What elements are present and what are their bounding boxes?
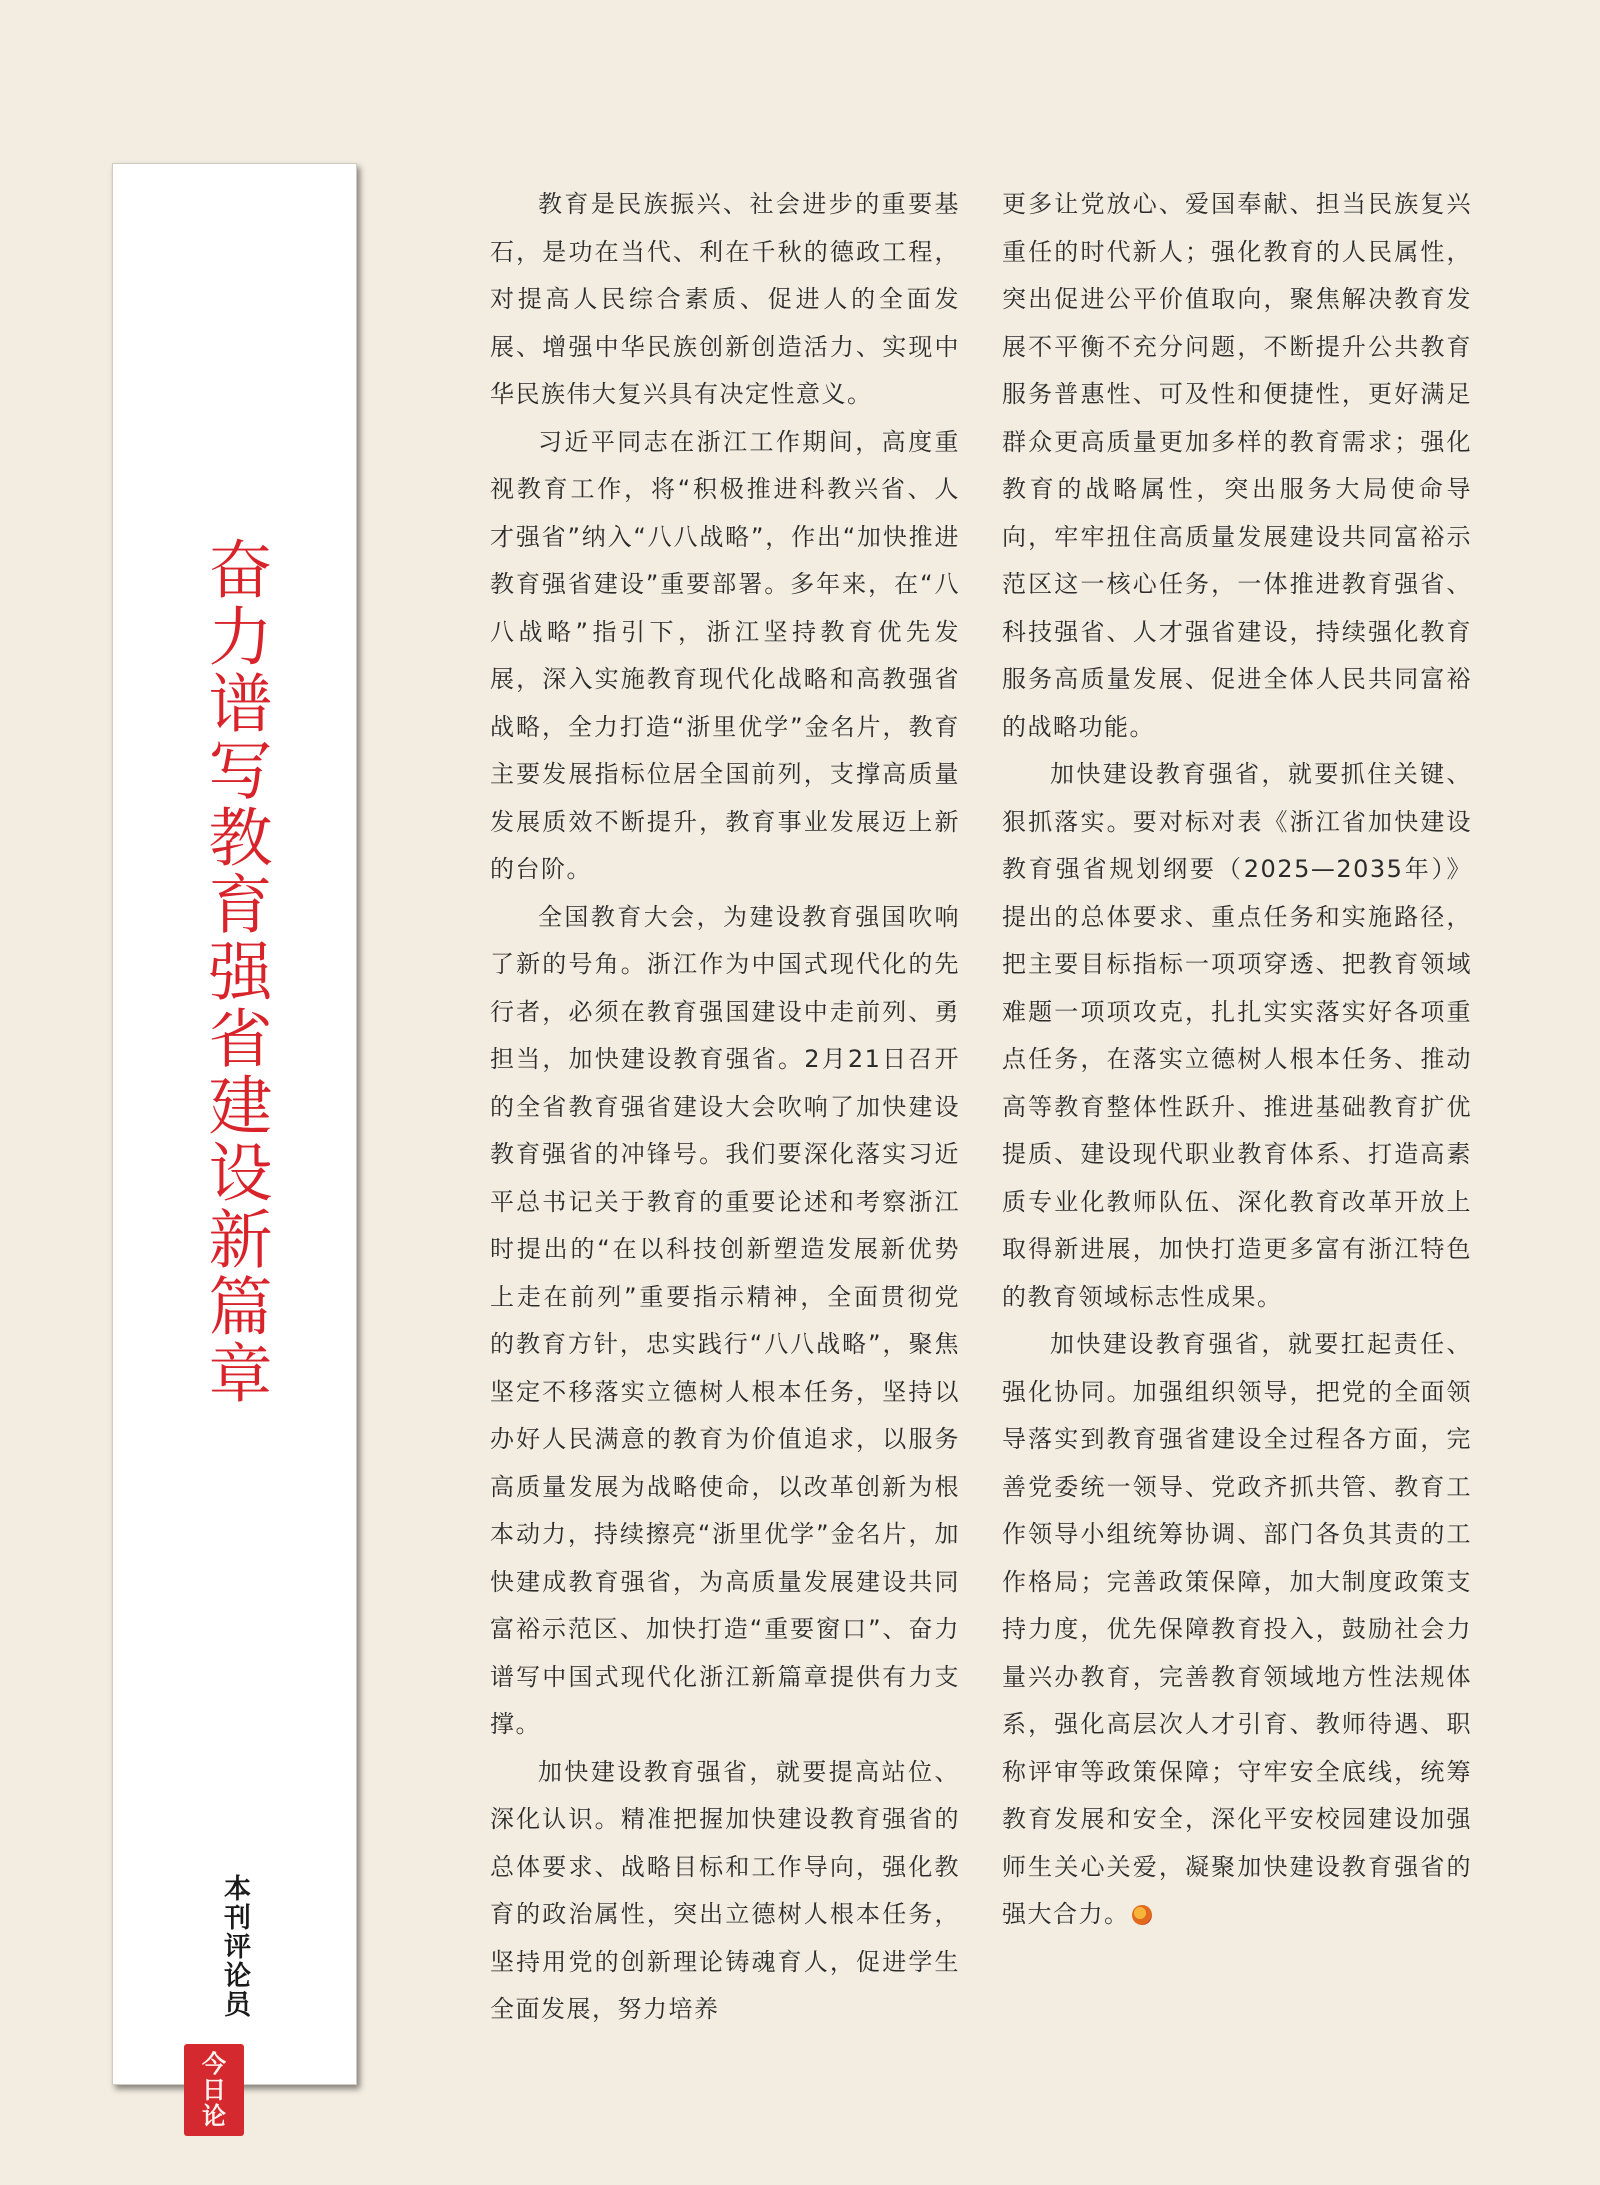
- article-column-left: [490, 181, 960, 2034]
- paragraph-continuation: 更多让党放心、爱国奉献、担当民族复兴重任的时代新人；强化教育的人民属性，突出促进公平价值取向，聚焦解决教育发展不平衡不充分问题，不断提升公共教育服务普惠性、可及性和便捷性，更好满足群众更高质量更加多样的教育需求；强化教育的战略属性，突出服务大局使命导向，牢牢扭住高质量发展建设共同富裕示范区这一核心任务，一体推进教育强省、科技强省、人才强省建设，持续强化教育服务高质量发展、促进全体人民共同富裕的战略功能。: [1002, 190, 1472, 741]
- paragraph: 教育是民族振兴、社会进步的重要基石，是功在当代、利在千秋的德政工程，对提高人民综合素质、促进人的全面发展、增强中华民族创新创造活力、实现中华民族伟大复兴具有决定性意义。: [490, 190, 960, 408]
- paragraph-text: 加快建设教育强省，就要扛起责任、强化协同。加强组织领导，把党的全面领导落实到教育强省建设全过程各方面，完善党委统一领导、党政齐抓共管、教育工作领导小组统筹协调、部门各负其责的工作格局；完善政策保障，加大制度政策支持力度，优先保障教育投入，鼓励社会力量兴办教育，完善教育领域地方性法规体系，强化高层次人才引育、教师待遇、职称评审等政策保障；守牢安全底线，统筹教育发展和安全，深化平安校园建设加强师生关心关爱，凝聚加快建设教育强省的强大合力。: [1002, 1330, 1472, 1928]
- paragraph: 全国教育大会，为建设教育强国吹响了新的号角。浙江作为中国式现代化的先行者，必须在教育强国建设中走前列、勇担当，加快建设教育强省。2月21日召开的全省教育强省建设大会吹响了加快建设教育强省的冲锋号。我们要深化落实习近平总书记关于教育的重要论述和考察浙江时提出的“在以科技创新塑造发展新优势上走在前列”重要指示精神，全面贯彻党的教育方针，忠实践行“八八战略”，聚焦坚定不移落实立德树人根本任务，坚持以办好人民满意的教育为价值追求，以服务高质量发展为战略使命，以改革创新为根本动力，持续擦亮“浙里优学”金名片，加快建成教育强省，为高质量发展建设共同富裕示范区、加快打造“重要窗口”、奋力谱写中国式现代化浙江新篇章提供有力支撑。: [490, 902, 960, 1738]
- article-title: 奋力谱写教育强省建设新篇章: [197, 536, 272, 1407]
- seal-char: 今: [202, 2049, 226, 2078]
- seal-stamp-icon: [184, 2044, 244, 2136]
- paragraph: 习近平同志在浙江工作期间，高度重视教育工作，将“积极推进科教兴省、人才强省”纳入“八八战略”，作出“加快推进教育强省建设”重要部署。多年来，在“八八战略”指引下，浙江坚持教育优先发展，深入实施教育现代化战略和高教强省战略，全力打造“浙里优学”金名片，教育主要发展指标位居全国前列，支撑高质量发展质效不断提升，教育事业发展迈上新的台阶。: [490, 427, 960, 883]
- paragraph: [1002, 1321, 1472, 1939]
- paragraph: 加快建设教育强省，就要提高站位、深化认识。精准把握加快建设教育强省的总体要求、战略目标和工作导向，强化教育的政治属性，突出立德树人根本任务，坚持用党的创新理论铸魂育人，促进学生全面发展，努力培养: [490, 1757, 960, 2023]
- title-sidebar: [112, 163, 357, 2130]
- seal-char: 论: [202, 2101, 226, 2130]
- seal-char: 日: [202, 2075, 226, 2104]
- end-mark-icon: [1132, 1905, 1152, 1925]
- byline: 本刊评论员: [219, 1874, 250, 2019]
- article-column-right: [1002, 181, 1472, 1939]
- paragraph: 加快建设教育强省，就要抓住关键、狠抓落实。要对标对表《浙江省加快建设教育强省规划纲要（2025—2035年）》提出的总体要求、重点任务和实施路径，把主要目标指标一项项穿透、把教育领域难题一项项攻克，扎扎实实落实好各项重点任务，在落实立德树人根本任务、推动高等教育整体性跃升、推进基础教育扩优提质、建设现代职业教育体系、打造高素质专业化教师队伍、深化教育改革开放上取得新进展，加快打造更多富有浙江特色的教育领域标志性成果。: [1002, 760, 1472, 1311]
